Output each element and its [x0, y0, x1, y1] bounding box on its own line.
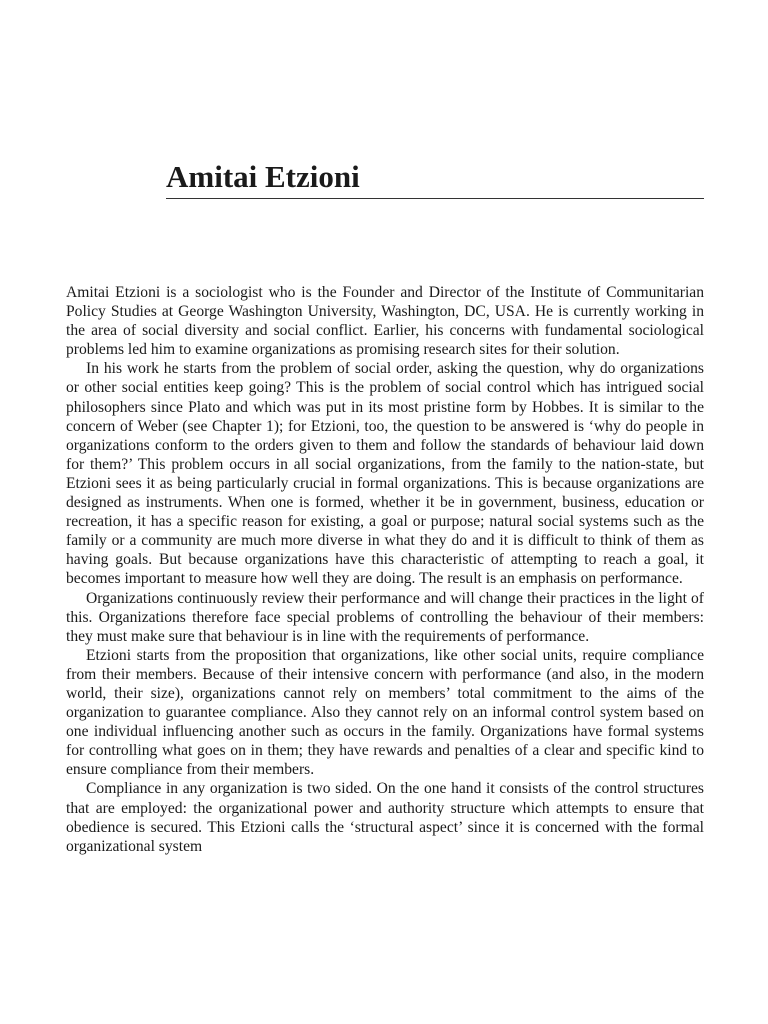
- paragraph-intro: Amitai Etzioni is a sociologist who is the Founder and Director of the Institute of Communitarian Policy Studies at George Washington University, Washington, DC, USA. He is currently working in the area of social diversity and social conflict. Earlier, his concerns with fundamental sociological problems led him to examine organizations as promising research sites for their solution.: [66, 284, 704, 359]
- paragraph-performance: Organizations continuously review their performance and will change their practices in the light of this. Organizations therefore face special problems of controlling the behaviour of their members: they must make sure that behaviour is in line with the requirements of performance.: [66, 589, 704, 645]
- paragraph-social-order: In his work he starts from the problem of social order, asking the question, why do organizations or other social entities keep going? This is the problem of social control which has intrigued social philosophers since Plato and which was put in its most pristine form by Hobbes. It is similar to the concern of Weber (see Chapter 1); for Etzioni, too, the question to be answered is ‘why do people in organizations conform to the orders given to them and follow the standards of behaviour laid down for them?’ This problem occurs in all social organizations, from the family to the nation-state, but Etzioni sees it as being particularly crucial in formal organizations. This is because organizations are designed as instruments. When one is formed, whether it be in government, business, education or recreation, it has a specific reason for existing, a goal or purpose; natural social systems such as the family or a community are much more diverse in what they do and it is difficult to think of them as having goals. But because organizations have this characteristic of attempting to reach a goal, it becomes important to measure how well they are doing. The result is an emphasis on performance.: [66, 360, 704, 588]
- body-text: [66, 283, 704, 856]
- chapter-title: Amitai Etzioni: [166, 158, 704, 199]
- paragraph-compliance: Etzioni starts from the proposition that organizations, like other social units, require compliance from their members. Because of their intensive concern with performance (and also, in the modern world, their size), organizations cannot rely on members’ total commitment to the aims of the organization to guarantee compliance. Also they cannot rely on an informal control system based on one individual influencing another such as occurs in the family. Organizations have formal systems for controlling what goes on in them; they have rewards and penalties of a clear and specific kind to ensure compliance from their members.: [66, 646, 704, 779]
- paragraph-two-sided: Compliance in any organization is two sided. On the one hand it consists of the control structures that are employed: the organizational power and authority structure which attempts to ensure that obedience is secured. This Etzioni calls the ‘structural aspect’ since it is concerned with the formal organizational system: [66, 780, 704, 855]
